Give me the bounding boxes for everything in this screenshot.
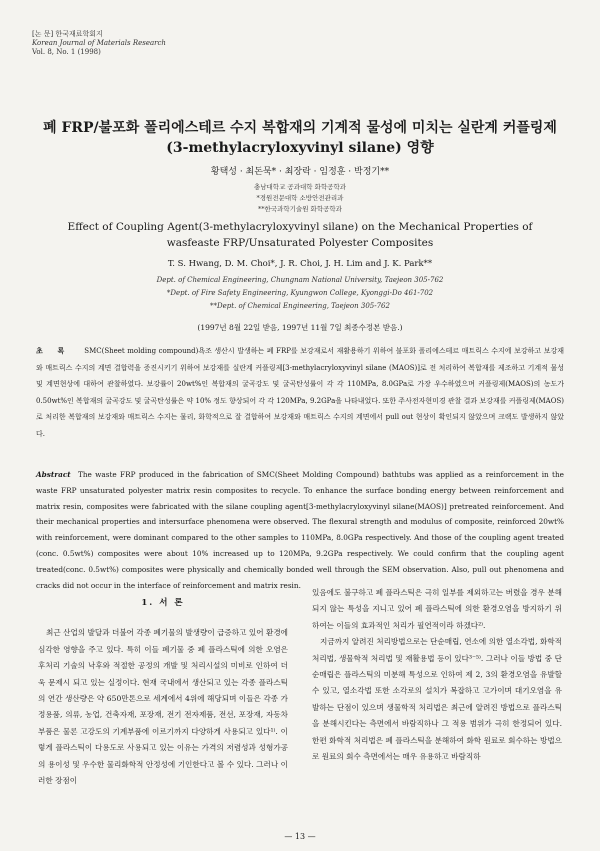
body-paragraph: 지금까지 알려진 처리방법으로는 단순매립, 연소에 의한 열소각법, 화학적 처리법, 생물학적 처리법 및 재활용법 등이 있다³⁻⁵⁾. 그러나 이들 방법 중 단순매립은 플라스틱의 미분해 특성으로 인하여 제 2, 3의 환경오염을 유발할 수 있고, 열소각법 또한 소각로의 설치가 복잡하고 고가이며 대기오염을 유발하는 단점이 있으며 생물학적 처리법은 최근에 알려진 방법으로 플라스틱을 분해시킨다는 측면에서 바람직하나 그 적용 범위가 극히 한정되어 있다. 한편 화학적 처리법은 폐 플라스틱을 분해하여 화학 원료로 회수하는 방법으로 원료의 회수 측면에서는 매우 유용하고 바람직하 [312,637,562,762]
abstract-korean-label: 초 록 [36,346,71,355]
affiliation-ko-2: *경원전문대학 소방안전관리과 [256,194,344,202]
body-column-right [312,585,562,765]
authors-korean: 황택성 · 최돈묵* · 최장락 · 임정훈 · 박정기** [210,167,390,177]
abstract-korean-text: SMC(Sheet molding compound)욕조 생산시 발생하는 폐 FRP를 보강재로서 재활용하기 위하여 불포화 폴리에스테르 매트릭스 수지에 보강하고 보강재와 매트릭스 수지의 계면 결합력을 증진시키기 위하여 보강재를 실란계 커플링제[3-methylacryloxyvinyl silane (MAOS)]로 전 처리하여 복합재를 제조하고 기계적 물성 및 계면현상에 대하여 관찰하였다. 보강률이 20wt%인 복합재의 굴곡강도 및 굴곡탄성률이 각 각 110MPa, 8.0GPa로 가장 우수하였으며 커플링제(MAOS)의 농도가 0.50wt%인 복합재의 굴곡강도 및 굴곡탄성률은 약 10% 정도 향상되어 각 각 120MPa, 9.2GPa을 나타내었다. 또한 주사전자현미경 관찰 결과 보강재를 커플링제(MAOS)로 처리한 복합재의 보강재와 매트릭스 수지는 물리, 화학적으로 잘 결합하여 보강재와 매트릭스 수지의 계면에서 pull out 현상이 확인되지 않았으며 크랙도 발생하지 않았다. [36,347,564,438]
affiliation-en-1: Dept. of Chemical Engineering, Chungnam National University, Taejeon 305-762 [156,276,444,284]
journal-volume: Vol. 8, No. 1 (1998) [32,48,101,56]
abstract-english-text: The waste FRP produced in the fabrication of SMC(Sheet Molding Compound) bathtubs was applied as a reinforcement in the waste FRP unsaturated polyester matrix resin composites to recycle. To enhance the surface bonding energy between reinforcement and matrix resin, composites were fabricated with the silane coupling agent[3-methylacryloxyvinyl silane(MAOS)] pretreated reinforcement. And their mechanical properties and intersurface phenomena were observed. The flexural strength and modulus of composite, reinforced 20wt% with reinforcement, were dominant compared to the other samples to 110MPa, 8.0GPa respectively. And those of the coupling agent treated (conc. 0.5wt%) composites were about 10% increased up to 120MPa, 9.2GPa respectively. We could confirm that the coupling agent treated(conc. 0.5wt%) composites were physically and chemically bonded well through the SEM observation. Also, pull out phenomena and cracks did not occur in the interface of reinforcement and matrix resin. [36,470,564,590]
body-paragraph: 있음에도 불구하고 폐 플라스틱은 극히 일부를 제외하고는 버렸을 경우 분해되지 않는 특성을 지니고 있어 폐 플라스틱에 의한 환경오염을 방지하기 위하여는 이들의 효과적인 처리가 필연적이라 하겠다²⁾. [312,588,562,630]
affiliation-en-2: *Dept. of Fire Safety Engineering, Kyungwon College, Kyonggi-Do 461-702 [166,289,434,297]
affiliations-english [0,274,600,313]
authors-english: T. S. Hwang, D. M. Choi*, J. R. Choi, J. H. Lim and J. K. Park** [167,259,433,269]
affiliation-ko-3: **한국과학기술원 화학공학과 [258,205,342,213]
body-paragraph: 최근 산업의 발달과 더불어 각종 폐기물의 발생량이 급증하고 있어 환경에 심각한 영향을 주고 있다. 특히 이들 폐기물 중 폐 플라스틱에 의한 오염은 후처리 기술의 낙후와 적절한 공정의 개발 및 처리시설의 미비로 인하여 더욱 문제시 되고 있는 실정이다. 현재 국내에서 생산되고 있는 각종 플라스틱의 연간 생산량은 약 650만톤으로 세계에서 4위에 해당되며 이들은 각종 가정용품, 의류, 농업, 건축자재, 포장재, 전기 전자제품, 전선, 포장재, 자동차 부품은 물론 고강도의 기계부품에 이르기까지 다양하게 사용되고 있다¹⁾. 이렇게 플라스틱이 다용도로 사용되고 있는 이유는 가격의 저렴성과 성형가공의 용이성 및 우수한 물리화학적 안정성에 기인한다고 볼 수 있다. 그러나 이러한 장점이 [38,628,288,786]
received-dates: (1997년 8월 22일 받음, 1997년 11월 7일 최종수정본 받음.) [197,323,403,332]
affiliation-ko-1: 충남대학교 공과대학 화학공학과 [253,183,347,191]
paper-title-korean: 폐 FRP/불포화 폴리에스테르 수지 복합재의 기계적 물성에 미치는 실란계 커플링제(3-methylacryloxyvinyl silane) 영향 [43,120,557,156]
section-heading: 1. 서 론 [141,598,185,608]
journal-name-en: Korean Journal of Materials Research [32,39,166,47]
abstract-english [36,467,564,593]
abstract-korean [36,343,564,442]
affiliations-korean [0,182,600,215]
paper-title-english: Effect of Coupling Agent(3-methylacryloxyvinyl silane) on the Mechanical Properties of wasfeaste FRP/Unsaturated Polyester Composites [67,221,533,249]
body-column-left [38,585,288,789]
affiliation-en-3: **Dept. of Chemical Engineering, Taejeon 305-762 [210,302,390,310]
page-number: — 13 — [284,832,316,841]
abstract-english-label: Abstract [36,470,71,479]
journal-header [32,30,166,57]
journal-name-ko: [논 문] 한국재료학회지 [32,30,103,38]
